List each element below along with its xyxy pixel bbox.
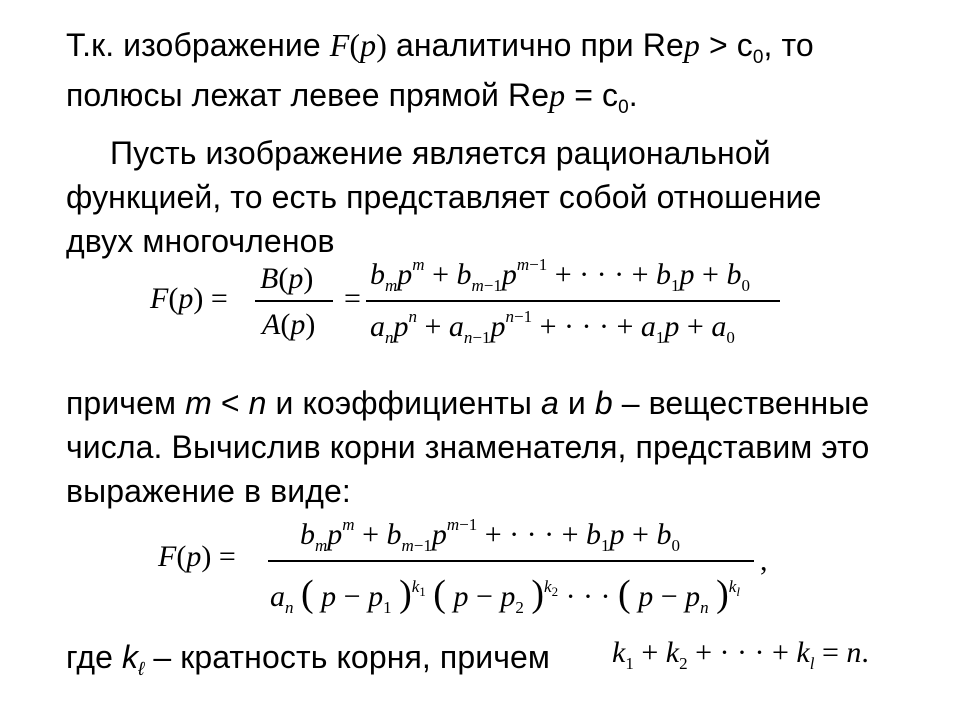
text: > c	[700, 27, 753, 63]
var-k: k	[122, 639, 139, 675]
text: и коэффициенты	[266, 385, 542, 421]
text: и	[558, 385, 595, 421]
text: аналитично при Re	[387, 27, 684, 63]
var-p: p	[360, 27, 377, 63]
formula2-numerator: $b_mp^m + b_{m-1}p^{m-1}$ + · · · + $b_1p + b_0$	[300, 515, 680, 555]
subscript: 0	[618, 97, 629, 118]
var-p: p	[683, 27, 700, 63]
para3-line-2: числа. Вычислив корни знаменателя, представим это	[66, 429, 870, 465]
multiplicity-sum-formula: $k_1 + k_2$ + · · · + $k_l = n$.	[612, 636, 869, 673]
text: <	[211, 385, 249, 421]
subscript: ℓ	[138, 659, 145, 680]
text-line-1: Т.к. изображение F(p) аналитично при Rep > $c_0$, то	[66, 27, 814, 68]
formula1-eq: =	[344, 282, 361, 315]
para3-line-1	[66, 384, 869, 422]
formula2-denominator: $a_n$ ( $p - p_1$ )$^{k1}$ ( $p - p_2$ )$^{k2}$ · · · ( $p - p_n$ )$^{kl}$	[270, 573, 740, 617]
para2-line-1: Пусть изображение является рациональной	[110, 135, 771, 171]
text: = c	[565, 77, 619, 113]
fraction-bar	[366, 300, 780, 302]
text: Т.к. изображение	[66, 27, 330, 63]
text: – кратность корня, причем	[144, 639, 550, 675]
var-a: a	[541, 385, 559, 421]
text: – вещественные	[612, 385, 870, 421]
fraction-bar	[268, 560, 754, 562]
fraction-bar	[255, 300, 333, 302]
var-b: b	[594, 385, 613, 421]
var-F: F	[329, 27, 350, 63]
var-m: m	[185, 385, 212, 421]
text: где	[66, 639, 122, 675]
formula1-numerator: $b_mp^m + b_{m-1}p^{m-1}$ + · · · + $b_1p + b_0$	[370, 255, 750, 295]
text-line-2	[66, 76, 638, 118]
formula2-comma: ,	[760, 544, 768, 577]
formula1-num-B: B(p)	[260, 262, 314, 295]
var-p: p	[549, 77, 566, 113]
text: , то	[763, 27, 814, 63]
text: полюсы лежат левее прямой Re	[66, 77, 550, 113]
text: .	[628, 77, 638, 113]
subscript: 0	[752, 47, 764, 68]
formula2-lhs: F(p) =	[158, 540, 236, 573]
var-n: n	[248, 385, 267, 421]
text: причем	[66, 385, 186, 421]
formula1-denominator: $a_np^n + a_{n-1}p^{n-1}$ + · · · + $a_1p + a_0$	[370, 307, 735, 347]
para2-line-3: двух многочленов	[66, 223, 335, 259]
last-line	[66, 638, 550, 680]
formula1-lhs: F(p) =	[150, 282, 228, 315]
formula1-den-A: A(p)	[262, 308, 316, 341]
para3-line-3: выражение в виде:	[66, 473, 351, 509]
para2-line-2: функцией, то есть представляет собой отношение	[66, 179, 822, 215]
